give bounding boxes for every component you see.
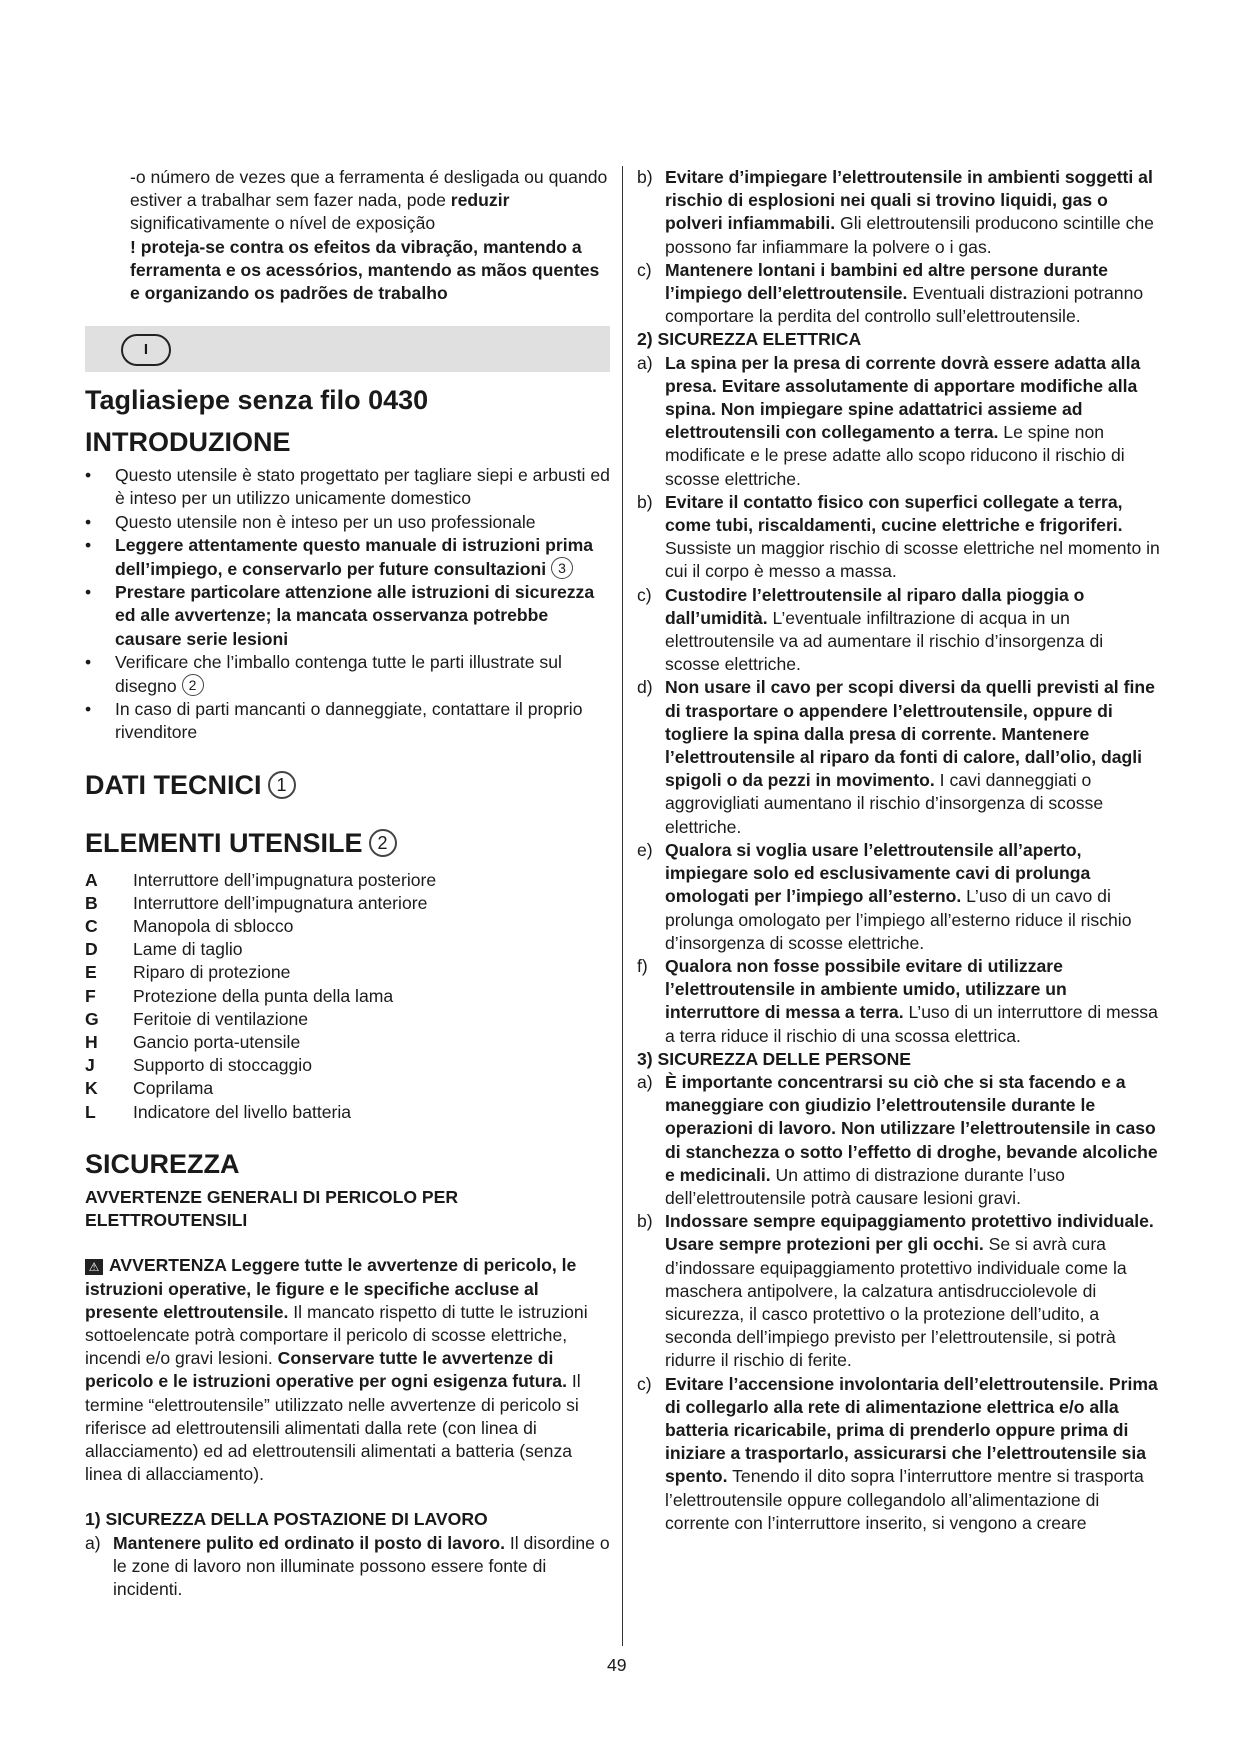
part-item: L Indicatore del livello batteria — [85, 1101, 352, 1122]
language-bar — [85, 326, 610, 372]
part-item: H Gancio porta-utensile — [85, 1032, 301, 1053]
list-item: • In caso di parti mancanti o danneggiate, contattare il proprio rivenditore — [85, 698, 610, 744]
list-item: b) Evitare d’impiegare l’elettroutensile in ambienti soggetti al rischio di esplosioni nei quali si trovino liquidi, gas o polveri infiammabili. Gli elettroutensili producono scintille che possono far infiammare la polvere o i gas. — [637, 167, 1154, 257]
language-badge: I — [121, 334, 171, 366]
list-item: c) Evitare l’accensione involontaria dell’elettroutensile. Prima di collegarlo alla rete di alimentazione elettrica e/o alla batteria ricaricabile, prima di prenderlo oppure prima di iniziare a trasportarlo, assicurarsi che l’elettroutensile sia spento. Tenendo il dito sopra l’interruttore mentre si trasporta l’elettroutensile oppure collegandolo all’alimentazione di corrente con l’interruttore inserito, si vengono a creare — [637, 1373, 1158, 1533]
part-item: F Protezione della punta della lama — [85, 985, 394, 1006]
column-divider — [622, 166, 623, 1646]
pt-bold-warning: ! proteja-se contra os efeitos da vibração, mantendo a ferramenta e os acessórios, mantendo as mãos quentes e organizando os padrões de trabalho — [130, 236, 600, 304]
sec2-heading: 2) SICUREZZA ELETTRICA — [637, 329, 862, 350]
sec1-heading: 1) SICUREZZA DELLA POSTAZIONE DI LAVORO — [85, 1509, 488, 1530]
pt-paragraph: -o número de vezes que a ferramenta é desligada ou quando estiver a trabalhar sem fazer nada, pode reduzir significativamente o nível de exposição — [130, 167, 608, 234]
warning-icon: ⚠ — [85, 1259, 103, 1275]
sec3-heading: 3) SICUREZZA DELLE PERSONE — [637, 1048, 912, 1069]
part-item: K Coprilama — [85, 1078, 214, 1099]
elementi-heading: ELEMENTI UTENSILE 2 — [85, 827, 610, 859]
product-title: Tagliasiepe senza filo 0430 — [85, 385, 429, 416]
list-item: f) Qualora non fosse possibile evitare di utilizzare l’elettroutensile in ambiente umido, utilizzare un interruttore di messa a terra. L’uso di un interruttore di messa a terra riduce il rischio di una scossa elettrica. — [637, 955, 1158, 1046]
list-item: • Prestare particolare attenzione alle istruzioni di sicurezza ed alle avvertenze; la mancata osservanza potrebbe causare serie lesioni — [85, 581, 610, 651]
part-item: J Supporto di stoccaggio — [85, 1055, 312, 1076]
part-item: C Manopola di sblocco — [85, 916, 294, 937]
dati-heading: DATI TECNICI 1 — [85, 769, 610, 801]
list-item: c) Custodire l’elettroutensile al riparo dalla pioggia o dall’umidità. L’eventuale infiltrazione di acqua in un elettroutensile va ad aumentare il rischio d’insorgenza di scosse elettriche. — [637, 584, 1104, 675]
avvertenze-generali-heading: AVVERTENZE GENERALI DI PERICOLO PER ELETTROUTENSILI — [85, 1186, 459, 1231]
list-item: • Verificare che l’imballo contenga tutte le parti illustrate sul disegno 2 — [85, 651, 610, 698]
list-item: d) Non usare il cavo per scopi diversi da quelli previsti al fine di trasportare o appendere l’elettroutensile, oppure di togliere la spina dalla presa di corrente. Mantenere l’elettroutensile al riparo da fonti di calore, dall’olio, dagli spigoli o da pezzi in movimento. I cavi danneggiati o aggrovigliati aumentano il rischio d’insorgenza di scosse elettriche. — [637, 677, 1155, 837]
figure-ref: 2 — [182, 674, 204, 696]
part-item: A Interruttore dell’impugnatura posteriore — [85, 869, 437, 890]
figure-ref: 1 — [268, 771, 296, 799]
list-item: b) Indossare sempre equipaggiamento protettivo individuale. Usare sempre protezioni per gli occhi. Se si avrà cura d’indossare equipaggiamento protettivo individuale come la maschera antipolvere, la calzatura antisdrucciolevole di sicurezza, il casco protettivo o la protezione dell’udito, a seconda dell’impiego previsto per l’elettroutensile, si potrà ridurre il rischio di ferite. — [637, 1211, 1154, 1371]
intro-list — [85, 464, 610, 744]
list-item: • Questo utensile è stato progettato per tagliare siepi e arbusti ed è inteso per un utilizzo unicamente domestico — [85, 464, 610, 510]
list-item: a) È importante concentrarsi su ciò che si sta facendo e a maneggiare con giudizio l’elettroutensile durante le operazioni di lavoro. Non utilizzare l’elettroutensile in caso di stanchezza o sotto l’effetto di droghe, bevande alcoliche e medicinali. Un attimo di distrazione durante l’uso dell’elettroutensile potrà causare lesioni gravi. — [637, 1071, 1158, 1208]
parts-list — [85, 869, 610, 1124]
intro-heading: INTRODUZIONE — [85, 427, 291, 458]
list-item: c) Mantenere lontani i bambini ed altre persone durante l’impiego dell’elettroutensile. Eventuali distrazioni potranno comportare la perdita del controllo sull’elettroutensile. — [637, 259, 1144, 327]
list-item: e) Qualora si voglia usare l’elettroutensile all’aperto, impiegare solo ed esclusivamente cavi di prolunga omologati per l’impiego all’esterno. L’uso di un cavo di prolunga omologato per l’impiego all’esterno riduce il rischio d’insorgenza di scosse elettriche. — [637, 839, 1132, 953]
sicurezza-heading: SICUREZZA — [85, 1148, 240, 1179]
list-item: • Questo utensile non è inteso per un uso professionale — [85, 511, 610, 534]
part-item: B Interruttore dell’impugnatura anteriore — [85, 892, 428, 913]
part-item: E Riparo di protezione — [85, 962, 291, 983]
page-number: 49 — [607, 1655, 627, 1675]
list-item: • Leggere attentamente questo manuale di istruzioni prima dell’impiego, e conservarlo per future consultazioni 3 — [85, 534, 610, 581]
right-column — [637, 166, 1162, 1535]
list-item: b) Evitare il contatto fisico con superfici collegate a terra, come tubi, riscaldamenti, cucine elettriche e frigoriferi. Sussiste un maggior rischio di scosse elettriche nel momento in cui il corpo è messo a massa. — [637, 491, 1160, 582]
part-item: G Feritoie di ventilazione — [85, 1008, 309, 1029]
list-item: a) La spina per la presa di corrente dovrà essere adatta alla presa. Evitare assolutamente di apportare modifiche alla spina. Non impiegare spine adattatrici assieme ad elettroutensili con collegamento a terra. Le spine non modificate e le prese adatte allo scopo riducono il rischio di scosse elettriche. — [637, 352, 1141, 489]
part-item: D Lame di taglio — [85, 939, 243, 960]
warning-paragraph: ⚠ AVVERTENZA Leggere tutte le avvertenze di pericolo, le istruzioni operative, le figure e le specifiche accluse al presente elettroutensile. Il mancato rispetto di tutte le istruzioni sottoelencate potrà comportare il pericolo di scosse elettriche, incendi e/o gravi lesioni. Conservare tutte le avvertenze di pericolo e le istruzioni operative per ogni esigenza futura. Il termine “elettroutensile” utilizzato nelle avvertenze di pericolo si riferisce ad elettroutensili alimentati dalla rete (con linea di allacciamento) ed ad elettroutensili alimentati a batteria (senza linea di allacciamento). — [85, 1255, 588, 1485]
figure-ref: 3 — [551, 557, 573, 579]
portuguese-continuation — [85, 166, 610, 305]
left-column — [85, 166, 610, 1601]
figure-ref: 2 — [369, 829, 397, 857]
list-item: a) Mantenere pulito ed ordinato il posto di lavoro. Il disordine o le zone di lavoro non illuminate possono essere fonte di incidenti. — [85, 1532, 610, 1599]
